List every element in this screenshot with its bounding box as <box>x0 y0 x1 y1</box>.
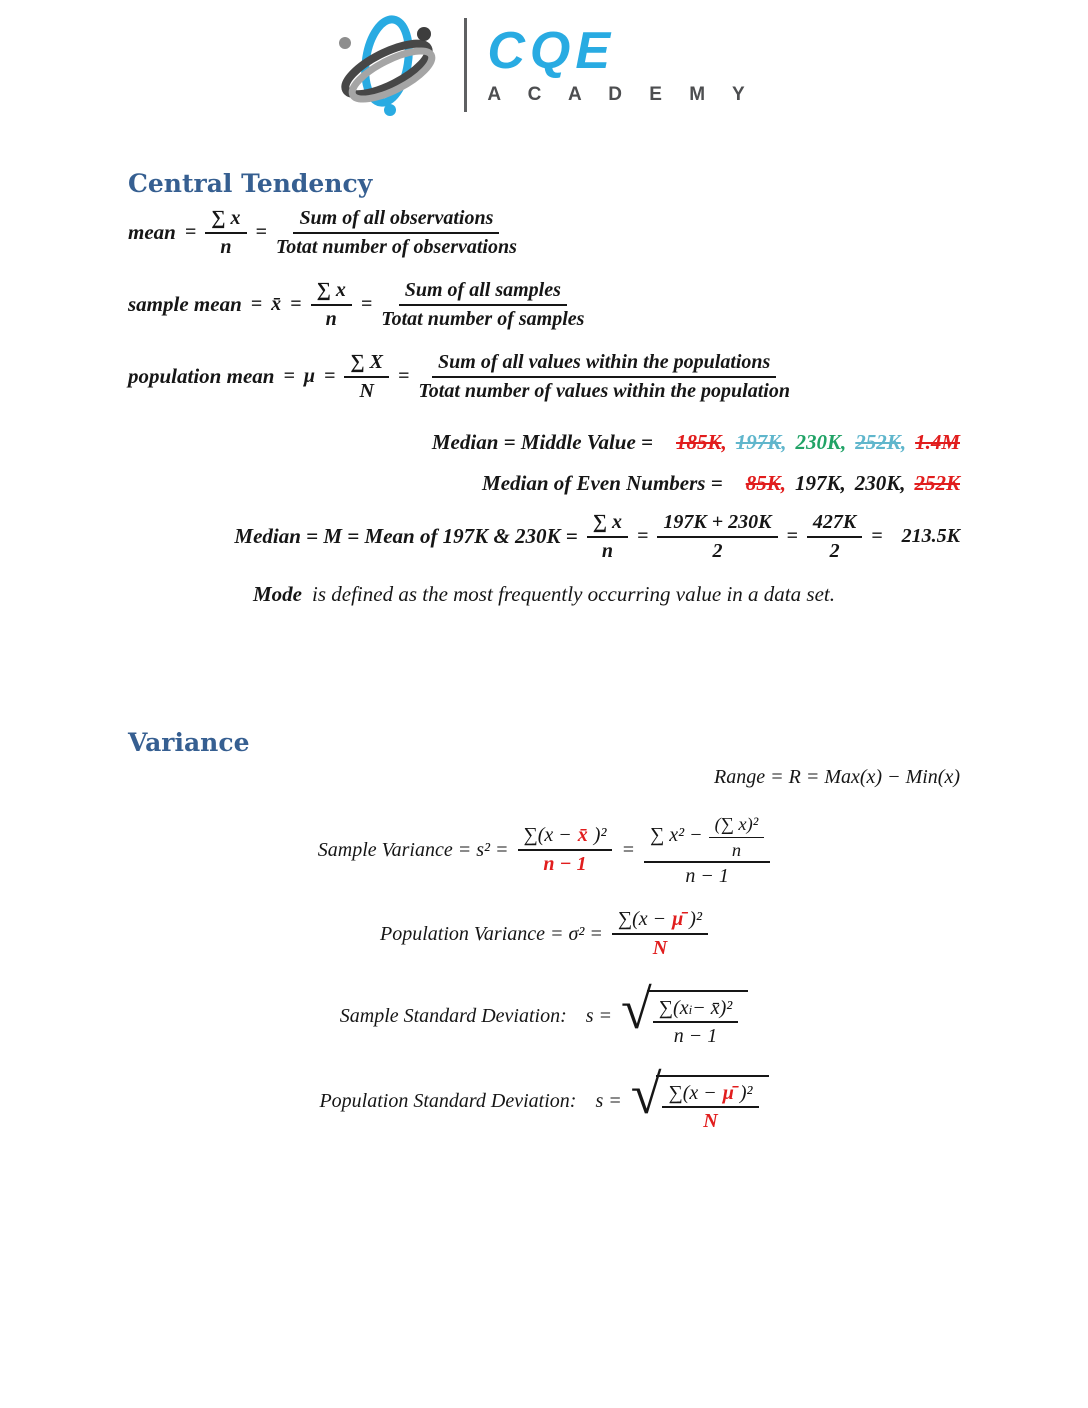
comma: , <box>781 429 787 454</box>
equals-sign: = <box>786 525 798 547</box>
fraction-427k-over-2: $\frac{427K}{2}$ <box>807 510 862 564</box>
sample-mean-label: sample mean <box>128 292 242 316</box>
equals-sign: = <box>250 293 263 315</box>
formula-population-variance <box>128 907 960 961</box>
square-root <box>621 979 748 1048</box>
median-even-values <box>732 471 960 496</box>
value-185k: 185K <box>676 429 722 454</box>
median-even-label: Median of Even Numbers = <box>482 470 723 495</box>
fraction-197k-plus-230k-over-2: $\frac{197K + 230K}{2}$ <box>657 510 777 564</box>
radical-sign: √ <box>630 1064 662 1126</box>
comma: , <box>900 429 907 454</box>
formula-population-std-dev <box>128 1064 960 1133</box>
fraction-under-radical: ∑(x − μ̄ )² N <box>662 1081 758 1133</box>
value-230k: 230K <box>854 470 901 495</box>
equals-sign: = <box>871 525 883 547</box>
formula-sample-variance <box>128 811 960 889</box>
population-std-dev-label: Population Standard Deviation: <box>319 1090 577 1112</box>
range-label: Range = R = Max(x) − Min(x) <box>714 766 960 788</box>
sample-variance-label: Sample Variance = s² = <box>317 838 509 861</box>
equals-sign: = <box>184 221 197 243</box>
fraction-population-mean-words: $\frac{\text{Sum of all values within the populations}}{\text{Totat number of values within the population}}$ <box>418 350 790 402</box>
equals-sign: = <box>255 221 267 243</box>
N-red: N <box>703 1110 718 1132</box>
logo-divider <box>464 18 467 112</box>
mu-bar-red: μ̄ <box>722 1082 734 1104</box>
median-result: 213.5K <box>901 525 960 547</box>
comma: , <box>721 429 727 454</box>
comma: , <box>841 429 847 454</box>
equals-sign: = <box>398 365 410 387</box>
value-85k: 85K <box>745 470 781 495</box>
mode-term: Mode <box>253 581 302 606</box>
fraction-sigma-x-over-n: $\frac{\sum x}{n}$ <box>205 206 246 260</box>
mu-symbol: μ <box>303 365 315 387</box>
formula-sample-mean <box>128 278 960 332</box>
s-equals: s = <box>585 1005 613 1027</box>
formula-sample-std-dev <box>128 979 960 1048</box>
value-230k: 230K <box>795 429 842 454</box>
fraction-computational-form: ∑ x² − $\frac{\text{(∑ x)²}}{n}$ n − 1 <box>644 811 770 889</box>
square-root <box>630 1064 769 1133</box>
sample-std-dev-label: Sample Standard Deviation: <box>339 1005 567 1027</box>
nested-fraction-sum-x-sq-over-n: $\frac{\text{(∑ x)²}}{n}$ <box>709 813 765 862</box>
formula-population-mean <box>128 350 960 404</box>
s-equals: s = <box>595 1090 622 1112</box>
brand-name: CQE <box>487 21 616 80</box>
mean-label: mean <box>128 220 176 244</box>
equals-sign: = <box>283 365 295 387</box>
x-bar-symbol: x̄ <box>271 293 282 315</box>
logo-text <box>487 21 756 106</box>
value-252k: 252K <box>855 429 901 454</box>
median-calc-label: Median = M = Mean of 197K & 230K = <box>234 524 578 548</box>
value-197k: 197K <box>794 470 841 495</box>
formula-mean <box>128 206 960 260</box>
radical-sign: √ <box>621 979 652 1041</box>
N-red: N <box>652 937 668 959</box>
value-252k: 252K <box>914 470 960 495</box>
fraction-sigma-X-over-N: $\frac{\sum X}{N}$ <box>344 350 389 404</box>
brand-subtitle: A C A D E M Y <box>487 83 756 105</box>
fraction-sum-sq-dev-over-n-1: ∑(x − x̄ )² n − 1 <box>518 823 613 877</box>
section-heading-variance: Variance <box>128 727 250 757</box>
population-variance-label: Population Variance = σ² = <box>380 922 603 945</box>
equals-sign: = <box>637 525 649 547</box>
population-mean-label: population mean <box>128 364 275 388</box>
mode-definition <box>128 582 960 607</box>
equals-sign: = <box>323 365 336 387</box>
fraction-under-radical: ∑(x i − x̄)² n − 1 <box>653 996 738 1048</box>
formula-range <box>128 766 960 789</box>
median-middle-values <box>662 430 960 455</box>
mode-text: is defined as the most frequently occurring value in a data set. <box>312 581 835 606</box>
formula-median-middle-value <box>128 430 960 455</box>
fraction-sigma-x-over-n: $\frac{\sum x}{n}$ <box>587 510 628 564</box>
fraction-sample-mean-words: $\frac{\text{Sum of all samples}}{\text{Totat number of samples}}$ <box>381 278 585 330</box>
equals-sign: = <box>360 293 373 315</box>
atom-icon <box>332 13 444 117</box>
comma: , <box>900 470 906 495</box>
formula-median-even-numbers <box>128 471 960 496</box>
logo <box>0 0 1088 120</box>
equals-sign: = <box>290 293 302 315</box>
fraction-sum-sq-dev-over-N: ∑(x − μ̄ )² N <box>612 907 708 961</box>
section-heading-central-tendency: Central Tendency <box>128 169 373 198</box>
comma: , <box>780 470 786 495</box>
value-197k: 197K <box>735 429 782 454</box>
x-bar-red: x̄ <box>577 824 588 846</box>
fraction-mean-words: $\frac{\text{Sum of all observations}}{\text{Totat number of observations}}$ <box>275 206 517 258</box>
mu-bar-red: μ̄ <box>672 908 684 930</box>
formula-median-calculation <box>128 510 960 564</box>
equals-sign: = <box>621 838 635 861</box>
subscript-i: i <box>688 1002 693 1017</box>
median-middle-label: Median = Middle Value = <box>431 429 653 454</box>
fraction-sigma-x-over-n: $\frac{\sum x}{n}$ <box>311 278 352 332</box>
n-minus-1-red: n − 1 <box>543 853 587 875</box>
comma: , <box>840 470 846 495</box>
document-body <box>0 170 1088 1133</box>
value-1-4m: 1.4M <box>915 429 960 454</box>
